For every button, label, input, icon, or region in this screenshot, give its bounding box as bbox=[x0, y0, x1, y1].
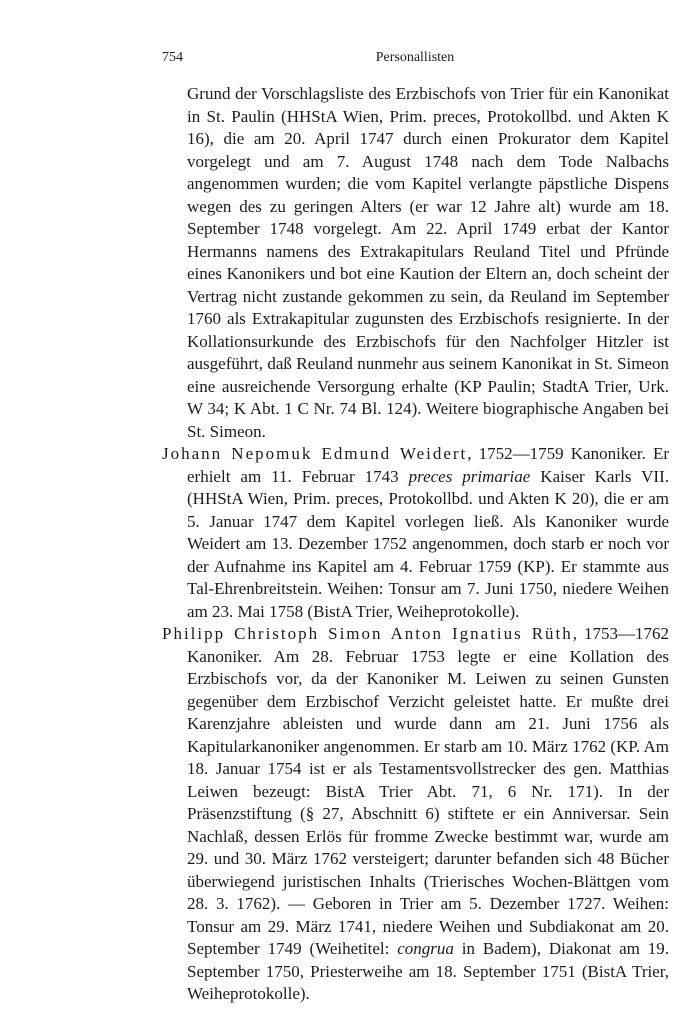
entry-text: Grund der Vorschlagsliste des Erzbischofs von Trier für ein Kanonikat in St. Paulin (HHStA Wien, Prim. preces, Protokollbd. und Akten K 16), die am 20. April 1747 durch einen Prokurator dem Kapitel vorgelegt und am 7. August 1748 nach dem Tode Nalbachs angenommen wurden; die vom Kapitel verlangte päpstliche Dispens wegen des zu geringen Alters (er war 12 Jahre alt) wurde am 18. September 1748 vorgelegt. Am 22. April 1749 erbat der Kantor Hermanns namens des Extrakapitulars Reuland Titel und Pfründe eines Kanonikers und bot eine Kaution der Eltern an, doch scheint der Vertrag nicht zustande gekommen zu sein, da Reuland im September 1760 als Extrakapitular zugunsten des Erzbischofs resignierte. In der Kollationsurkunde des Erzbischofs für den Nachfolger Hitzler ist ausgeführt, daß Reuland nunmehr aus seinem Kanonikat in St. Simeon eine ausreichende Versorgung erhalte (KP Paulin; StadtA Trier, Urk. W 34; K Abt. 1 C Nr. 74 Bl. 124). Weitere biographische Angaben bei St. Simeon. bbox=[187, 84, 669, 441]
running-title: Personallisten bbox=[375, 50, 455, 65]
page-number: 754 bbox=[162, 50, 183, 65]
entry-weidert bbox=[162, 443, 669, 623]
entry-continuation bbox=[162, 83, 669, 443]
entry-text: in Badem), Diakonat am 19. September 1750, Priesterweihe am 18. September 1751 (BistA Trier, Weiheprotokolle). bbox=[187, 939, 669, 1003]
entry-text: , 1753—1762 Kanoniker. Am 28. Februar 1753 legte er eine Kollation des Erzbischofs vor, da der Kanoniker M. Leiwen zu seinen Gunsten gegenüber dem Erzbischof Verzicht geleistet hatte. Er mußte drei Karenzjahre ableisten und wurde dann am 21. Juni 1756 als Kapitularkanoniker angenommen. Er starb am 10. März 1762 (KP. Am 18. Januar 1754 ist er als Testamentsvollstrecker des gen. Matthias Leiwen bezeugt: BistA Trier Abt. 71, 6 Nr. 171). In der Präsenzstiftung (§ 27, Abschnitt 6) stiftete er ein Anniversar. Sein Nachlaß, dessen Erlös für fromme Zwecke bestimmt war, wurde am 29. und 30. März 1762 versteigert; darunter befanden sich 48 Bücher überwiegend juristischen Inhalts (Trierisches Wochen-Blättgen vom 28. 3. 1762). — Geboren in Trier am 5. Dezember 1727. Weihen: Tonsur am 29. März 1741, niedere Weihen und Subdiakonat am 20. September 1749 (Weihetitel: bbox=[187, 624, 670, 958]
italic-term: congrua bbox=[397, 939, 454, 958]
person-name: Philipp Christoph Simon Anton Ignatius Rüth bbox=[162, 624, 573, 643]
person-name: Johann Nepomuk Edmund Weidert bbox=[162, 444, 468, 463]
italic-term: preces primariae bbox=[408, 466, 531, 486]
entry-text: , 1752—1759 Kanoniker. Er erhielt am 11. Februar 1743 bbox=[187, 444, 669, 486]
running-header bbox=[162, 48, 668, 68]
entry-text: Kaiser Karls VII. (HHStA Wien, Prim. preces, Protokollbd. und Akten K 20), die er am 5. Januar 1747 dem Kapitel vorlegen ließ. Als Kanoniker wurde Weidert am 13. Dezember 1752 angenommen, doch starb er noch vor der Aufnahme ins Kapitel am 4. Februar 1759 (KP). Er stammte aus Tal-Ehrenbreitstein. Weihen: Tonsur am 7. Juni 1750, niedere Weihen am 23. Mai 1758 (BistA Trier, Weiheprotokolle). bbox=[187, 466, 669, 621]
entry-rueth bbox=[162, 623, 669, 1006]
body-text bbox=[162, 83, 669, 1006]
